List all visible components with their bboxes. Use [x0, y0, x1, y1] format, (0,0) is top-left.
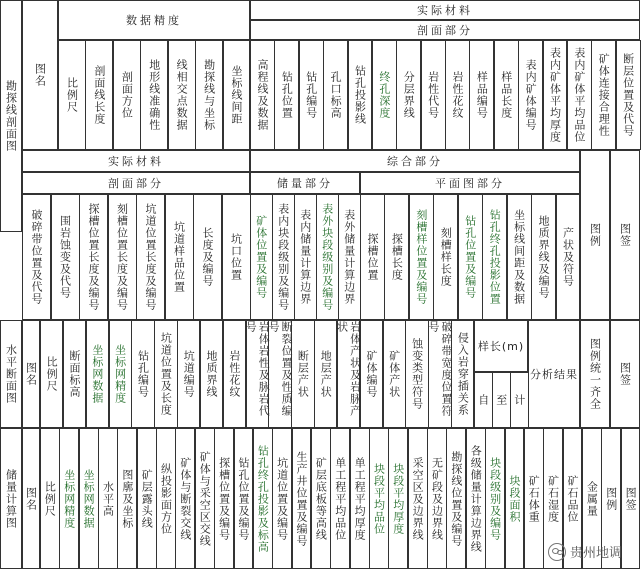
name-label: 图名: [22, 320, 40, 428]
sample-column: 至: [492, 372, 511, 428]
materials-column: 坑道位置长度及编号: [136, 194, 165, 320]
reserve-column: 矿体与采空区交线: [195, 428, 215, 569]
plan-column: 地质界线及编号: [531, 194, 556, 320]
signature-cell: 图签: [610, 150, 640, 320]
header-reserves: 储量部分: [250, 172, 360, 194]
precision-item: 勘探线与坐标: [195, 40, 223, 150]
horizontal-column: 地质界线: [200, 320, 223, 428]
profile-column: 岩性代号: [421, 40, 446, 150]
profile-column: 矿体连接合理性: [591, 40, 616, 150]
profile-column: 断层位置及代号: [616, 40, 641, 150]
reserve-column: 采空区及边界线: [408, 428, 428, 569]
reserves-column: 矿体位置及编号: [250, 194, 273, 320]
horizontal-column: 钻孔编号: [131, 320, 154, 428]
wechat-icon: [548, 543, 566, 561]
precision-item: 线相交点数据: [168, 40, 196, 150]
horizontal-column: 矿体产状: [383, 320, 406, 428]
reserve-column: 图廓及坐标: [117, 428, 137, 569]
reserve-column: 钻孔终孔投影及标高: [253, 428, 273, 569]
reserve-column: 水平高: [98, 428, 118, 569]
sample-column: 自: [474, 372, 493, 428]
reserve-column: 各级储量计算边界线: [466, 428, 486, 569]
header-data-precision: 数据精度: [58, 0, 250, 40]
reserve-column: 坐标网数据: [79, 428, 99, 569]
reserve-column: 探槽位置及编号: [214, 428, 234, 569]
precision-item: 坐标线间距: [223, 40, 251, 150]
profile-column: 钻孔投影线: [348, 40, 373, 150]
plan-column: 刻槽样位置及编号: [409, 194, 434, 320]
reserve-column: 金属量: [582, 428, 602, 569]
materials-column: 探槽位置长度及编号: [79, 194, 108, 320]
horizontal-column: 比例尺: [40, 320, 63, 428]
reserve-column: 块段级别及编号: [485, 428, 505, 569]
horizontal-column: 坑道编号: [177, 320, 200, 428]
name-label: 图名: [22, 428, 40, 569]
precision-item: 剖面线长度: [85, 40, 113, 150]
analysis-header: 分析结果: [528, 320, 580, 428]
reserve-column: 钻孔位置及编号: [234, 428, 254, 569]
reserve-column: 单工程平均厚度: [350, 428, 370, 569]
reserves-column: 表内块段级别及编号: [272, 194, 295, 320]
header-plan: 平面图部分: [360, 172, 580, 194]
materials-column: 坑口位置: [222, 194, 251, 320]
horizontal-column: 坑道位置及长度: [154, 320, 177, 428]
reserve-column: 矿层露头线: [137, 428, 157, 569]
reserve-column: 单工程平均品位: [330, 428, 350, 569]
profile-column: 表内矿体编号: [518, 40, 543, 150]
precision-item: 剖面方位: [113, 40, 141, 150]
plan-column: 钻孔终孔投影位置: [482, 194, 507, 320]
reserves-column: 表外块段级别及编号: [316, 194, 339, 320]
reserve-column: 图例: [601, 428, 621, 569]
reserve-column: 纵投影面方位: [156, 428, 176, 569]
reserve-column: 矿石体重: [524, 428, 544, 569]
materials-column: 坑道样品位置: [165, 194, 194, 320]
precision-item: 比例尺: [58, 40, 86, 150]
materials-column: 围岩蚀变及代号: [51, 194, 80, 320]
reserve-column: 无矿段及边界线: [427, 428, 447, 569]
horizontal-column: 坐标网数据: [86, 320, 109, 428]
side-label: 储量计算图: [0, 428, 22, 569]
profile-column: 孔口标高: [323, 40, 348, 150]
profile-column: 表内矿体平均品位: [567, 40, 592, 150]
horizontal-column: 矿体编号: [360, 320, 383, 428]
header-actual-materials: 实际材料: [250, 0, 640, 20]
reserves-column: 表外储量计算边界: [338, 194, 361, 320]
profile-column: 终孔深度: [372, 40, 397, 150]
horizontal-column: 岩性花纹: [223, 320, 246, 428]
horizontal-column: 断层产状: [291, 320, 314, 428]
plan-column: 坐标线间距及数据: [507, 194, 532, 320]
reserve-column: 坑道位置及编号: [272, 428, 292, 569]
horizontal-column: 破碎带宽度位置符号: [428, 320, 451, 428]
plan-column: 产状及符号: [556, 194, 581, 320]
materials-column: 长度及编号: [193, 194, 222, 320]
name-label: 图名: [22, 0, 58, 150]
profile-column: 高程线及数据: [250, 40, 275, 150]
reserve-column: 比例尺: [40, 428, 60, 569]
reserve-column: 坐标网精度: [59, 428, 79, 569]
profile-column: 钻孔位置: [274, 40, 299, 150]
legend-cell: 图例: [580, 150, 610, 320]
side-label: 水平断面图: [0, 320, 22, 428]
plan-column: 钻孔位置及编号: [458, 194, 483, 320]
reserve-column: 块段平均品位: [369, 428, 389, 569]
header-section-part: 剖面部分: [250, 20, 640, 40]
plan-column: 探槽长度: [384, 194, 409, 320]
side-label: 勘探线剖面图: [0, 0, 22, 232]
header-section-part-2: 剖面部分: [22, 172, 250, 194]
reserve-column: 生产井位置及编号: [292, 428, 312, 569]
horizontal-column: 蚀变类型符号: [405, 320, 428, 428]
reserve-column: 块段平均厚度: [388, 428, 408, 569]
reserve-column: 矿石湿度: [543, 428, 563, 569]
horizontal-column: 断面标高: [63, 320, 86, 428]
reserve-column: 勘探线位置及编号: [446, 428, 466, 569]
materials-column: 刻槽位置长度及编号: [108, 194, 137, 320]
reserve-column: 矿层底板等高线: [311, 428, 331, 569]
reserves-column: 表内储量计算边界: [294, 194, 317, 320]
profile-column: 钻孔编号: [299, 40, 324, 150]
reserve-column: 块段面积: [505, 428, 525, 569]
signature-cell: 图签: [610, 320, 640, 428]
sample-column: 计: [510, 372, 529, 428]
reserve-column: 矿体与断裂交线: [175, 428, 195, 569]
reserve-column: 矿石品位: [563, 428, 583, 569]
plan-column: 探槽位置: [360, 194, 385, 320]
watermark-text: 贵州地调: [569, 546, 622, 561]
materials-column: 破碎带位置及代号: [22, 194, 51, 320]
horizontal-column: 地层产状: [314, 320, 337, 428]
profile-column: 分层界线: [396, 40, 421, 150]
watermark: [548, 542, 622, 561]
horizontal-column: 坐标网精度: [109, 320, 132, 428]
precision-item: 地形线准确性: [140, 40, 168, 150]
header-comprehensive: 综合部分: [250, 150, 580, 172]
profile-column: 样品编号: [469, 40, 494, 150]
sample-length-header: 样长(m): [474, 320, 528, 372]
horizontal-column: 岩体岩性及脉岩代号: [246, 320, 269, 428]
horizontal-column: 岩体产状及岩脉产状: [337, 320, 360, 428]
horizontal-column: 断裂位置及性质编号: [268, 320, 291, 428]
profile-column: 样品长度: [494, 40, 519, 150]
plan-column: 刻槽样长度: [433, 194, 458, 320]
reserve-column: 图签: [621, 428, 641, 569]
header-actual-materials-2: 实际材料: [22, 150, 250, 172]
profile-column: 岩性花纹: [445, 40, 470, 150]
profile-column: 表内矿体平均厚度: [543, 40, 568, 150]
legend-unified-cell: 图例统一齐全: [580, 320, 610, 428]
horizontal-column: 侵入岩穿插关系: [451, 320, 474, 428]
